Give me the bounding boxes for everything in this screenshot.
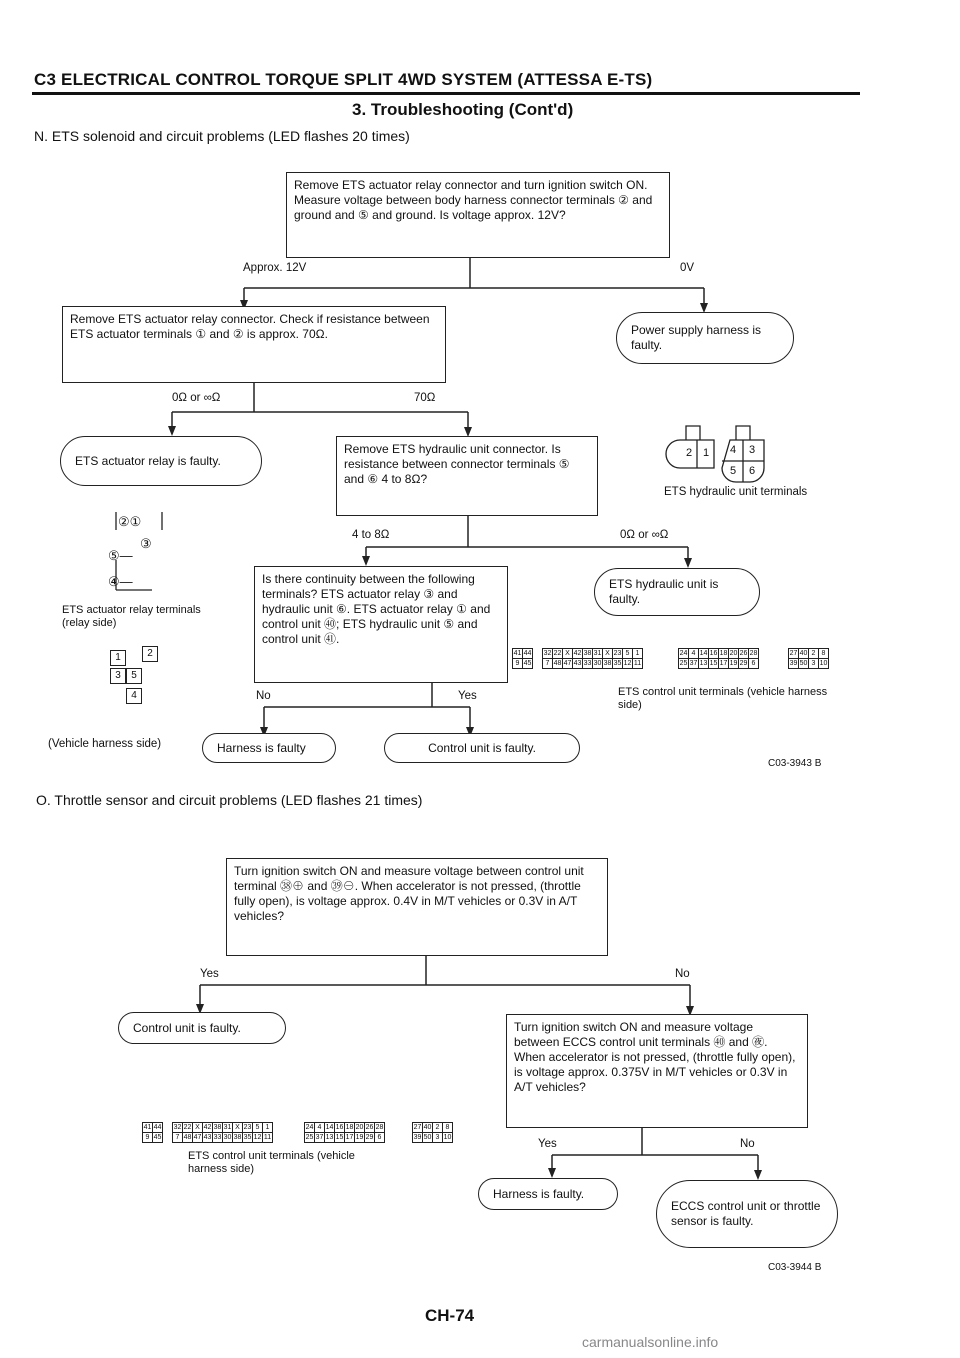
connector-pin: 33	[213, 1134, 222, 1141]
connector-pin: 26	[365, 1124, 374, 1131]
hyd-terminal-2: 2	[686, 447, 693, 459]
o-step2-text: Turn ignition switch ON and measure voltage between ECCS control unit terminals ㊵ and ㊰. When accelerator is not pressed, (throttle fully open), is voltage approx. 0.375V in M/T vehicles or 0.3V in A/T vehicles?	[514, 1020, 796, 1094]
o-harness-faulty-result	[478, 1178, 618, 1210]
connector-pin: 8	[443, 1123, 453, 1133]
n-0-or-inf-label: 0Ω or ∞Ω	[172, 392, 221, 404]
connector-pin: 24	[305, 1124, 314, 1131]
connector-pin: 27	[413, 1124, 422, 1131]
connector-pin: 9	[513, 659, 523, 669]
o-figure-code: C03-3944 B	[768, 1262, 822, 1273]
connector-block-2	[172, 1122, 273, 1143]
connector-pin: 35	[613, 660, 622, 667]
connector-pin: X	[233, 1123, 243, 1133]
connector-pin: 20	[729, 650, 738, 657]
o-eccs-faulty-text: ECCS control unit or throttle sensor is faulty.	[671, 1199, 821, 1228]
connector-pin: 41	[513, 650, 522, 657]
o-eccs-faulty-result	[656, 1180, 838, 1248]
o-harness-faulty-text: Harness is faulty.	[493, 1186, 585, 1201]
connector-pin: 25	[679, 660, 688, 667]
connector-pin: 26	[739, 650, 748, 657]
n-step3-box	[336, 436, 598, 516]
n-step2-text: Remove ETS actuator relay connector. Check if resistance between ETS actuator terminals ① and ② is approx. 70Ω.	[70, 312, 430, 341]
connector-pin: 12	[623, 660, 632, 667]
connector-pin: 16	[335, 1124, 344, 1131]
connector-pin: 45	[153, 1134, 162, 1141]
connector-pin: 37	[689, 660, 698, 667]
connector-block-1	[512, 648, 533, 669]
section-o-title: O. Throttle sensor and circuit problems (LED flashes 21 times)	[36, 792, 423, 808]
connector-pin: 38	[583, 650, 592, 657]
connector-pin: 39	[413, 1134, 422, 1141]
connector-pin: 32	[173, 1124, 182, 1131]
n-70-label: 70Ω	[414, 392, 436, 404]
connector-block-1	[142, 1122, 163, 1143]
relay-terminals-label	[62, 604, 212, 630]
o-step1-box	[226, 858, 608, 956]
connector-pin: X	[563, 649, 573, 659]
connector-pin: 14	[325, 1124, 334, 1131]
connector-pin: 24	[679, 650, 688, 657]
connector-pin: 44	[153, 1124, 162, 1131]
connector-pin: 13	[699, 660, 708, 667]
connector-pin: 33	[583, 660, 592, 667]
relay-terminal-symbols-2: ③	[140, 536, 152, 551]
hyd-terminal-4: 4	[730, 444, 737, 456]
connector-pin: 3	[809, 659, 819, 669]
connector-pin: 50	[799, 660, 808, 667]
n-0-or-inf2-label: 0Ω or ∞Ω	[620, 529, 669, 541]
connector-pin: 9	[143, 1133, 153, 1143]
connector-pin: 5	[623, 649, 633, 659]
connector-pin: 22	[183, 1124, 192, 1131]
harness-terminal-3: 3	[110, 668, 126, 684]
n-vehicle-harness-label: (Vehicle harness side)	[48, 738, 162, 750]
connector-pin: 31	[223, 1124, 232, 1131]
connector-pin: 28	[375, 1124, 384, 1131]
connector-pin: 42	[573, 650, 582, 657]
connector-pin: X	[193, 1123, 203, 1133]
hyd-terminals-label: ETS hydraulic unit terminals	[664, 486, 808, 498]
n-no-label: No	[256, 690, 271, 702]
page-number: CH-74	[425, 1306, 475, 1325]
connector-pin: 18	[345, 1124, 354, 1131]
connector-pin: 12	[253, 1134, 262, 1141]
n-step4-box	[254, 566, 508, 683]
hyd-terminal-5: 5	[730, 465, 737, 477]
n-control-faulty-text: Control unit is faulty.	[428, 740, 536, 755]
connector-pin: 7	[543, 659, 553, 669]
connector-pin: 37	[315, 1134, 324, 1141]
connector-pin: 42	[203, 1124, 212, 1131]
connector-pin: 19	[355, 1134, 364, 1141]
o-no2-label: No	[740, 1138, 755, 1150]
connector-pin: 31	[593, 650, 602, 657]
connector-pin: 19	[729, 660, 738, 667]
n-control-faulty-result	[384, 733, 580, 763]
n-hyd-faulty-text: ETS hydraulic unit is faulty.	[609, 577, 719, 606]
relay-terminal-symbols-3: ⑤—	[108, 548, 133, 563]
connector-pin: 11	[633, 660, 642, 667]
connector-pin: 7	[173, 1133, 183, 1143]
connector-block-4	[412, 1122, 453, 1143]
o-control-faulty-result	[118, 1012, 286, 1044]
connector-pin: 48	[553, 660, 562, 667]
o-step1-text: Turn ignition switch ON and measure voltage between control unit terminal ㊳⊕ and ㊴⊖. When accelerator is not pressed, (throttle fully open), is voltage approx. 0.4V in M/T vehicles or 0.3V in A/T vehicles?	[234, 864, 584, 923]
connector-pin: 18	[719, 650, 728, 657]
connector-pin: X	[603, 649, 613, 659]
connector-pin: 6	[749, 659, 759, 669]
n-harness-faulty-text: Harness is faulty	[217, 740, 306, 755]
connector-pin: 40	[799, 650, 808, 657]
n-0v-label: 0V	[680, 262, 695, 274]
harness-terminal-1: 1	[110, 650, 126, 666]
connector-pin: 25	[305, 1134, 314, 1141]
n-figure-code: C03-3943 B	[768, 758, 822, 769]
n-harness-faulty-result	[202, 733, 336, 763]
n-step4-text: Is there continuity between the following terminals? ETS actuator relay ③ and hydraulic unit ⑥. ETS actuator relay ① and control unit ㊵; ETS hydraulic unit ⑤ and control unit ㊶.	[262, 572, 491, 646]
connector-pin: 27	[789, 650, 798, 657]
connector-pin: 44	[523, 650, 532, 657]
o-control-unit-terminals-label-text: ETS control unit terminals (vehicle harness side)	[188, 1150, 355, 1175]
n-control-unit-terminals-label-text: ETS control unit terminals (vehicle harness side)	[618, 686, 828, 711]
relay-terminals-label-text: ETS actuator relay terminals (relay side)	[62, 604, 201, 629]
n-relay-faulty-result	[60, 436, 262, 486]
o-step2-box	[506, 1014, 808, 1128]
hyd-terminal-1: 1	[703, 447, 710, 459]
page-header-title: C3 ELECTRICAL CONTROL TORQUE SPLIT 4WD SYSTEM (ATTESSA E-TS)	[34, 70, 653, 89]
connector-pin: 2	[433, 1123, 443, 1133]
section-n-title: N. ETS solenoid and circuit problems (LED flashes 20 times)	[34, 128, 410, 144]
n-step2-box	[62, 306, 446, 383]
page-subtitle: 3. Troubleshooting (Cont'd)	[352, 100, 574, 119]
connector-pin: 29	[739, 660, 748, 667]
connector-pin: 20	[355, 1124, 364, 1131]
connector-pin: 17	[719, 660, 728, 667]
o-control-unit-terminals-label	[188, 1150, 388, 1176]
connector-pin: 29	[365, 1134, 374, 1141]
connector-pin: 30	[593, 660, 602, 667]
connector-pin: 40	[423, 1124, 432, 1131]
connector-block-4	[788, 648, 829, 669]
connector-pin: 47	[193, 1134, 202, 1141]
connector-pin: 3	[433, 1133, 443, 1143]
connector-pin: 38	[213, 1124, 222, 1131]
relay-terminal-symbols-4: ④—	[108, 574, 133, 589]
connector-pin: 45	[523, 660, 532, 667]
n-control-unit-terminals-label	[618, 686, 838, 712]
connector-block-3	[678, 648, 759, 669]
connector-pin: 39	[789, 660, 798, 667]
harness-terminal-5: 5	[126, 668, 142, 684]
connector-pin: 23	[613, 650, 622, 657]
connector-pin: 10	[819, 660, 828, 667]
n-relay-faulty-text: ETS actuator relay is faulty.	[75, 453, 221, 468]
n-step3-text: Remove ETS hydraulic unit connector. Is resistance between connector terminals ⑤ and ⑥ 4 to 8Ω?	[344, 442, 570, 486]
connector-pin: 43	[203, 1134, 212, 1141]
connector-pin: 10	[443, 1134, 452, 1141]
connector-pin: 11	[263, 1134, 272, 1141]
n-approx12v-label: Approx. 12V	[243, 262, 307, 274]
connector-pin: 15	[709, 660, 718, 667]
n-step1-text: Remove ETS actuator relay connector and turn ignition switch ON. Measure voltage between body harness connector terminals ② and ground and ⑤ and ground. Is voltage approx. 12V?	[294, 178, 653, 222]
connector-pin: 14	[699, 650, 708, 657]
o-yes2-label: Yes	[538, 1138, 557, 1150]
o-control-unit-connectors	[142, 1108, 482, 1152]
n-step1-box	[286, 172, 670, 258]
connector-pin: 1	[633, 649, 643, 659]
n-hyd-faulty-result	[594, 568, 760, 616]
connector-pin: 38	[233, 1134, 242, 1141]
connector-pin: 13	[325, 1134, 334, 1141]
o-yes-label: Yes	[200, 968, 219, 980]
connector-block-3	[304, 1122, 385, 1143]
connector-pin: 43	[573, 660, 582, 667]
connector-pin: 23	[243, 1124, 252, 1131]
connector-pin: 1	[263, 1123, 273, 1133]
n-power-supply-text: Power supply harness is faulty.	[631, 323, 762, 352]
connector-pin: 4	[689, 649, 699, 659]
connector-pin: 47	[563, 660, 572, 667]
watermark: carmanualsonline.info	[582, 1334, 719, 1350]
connector-pin: 17	[345, 1134, 354, 1141]
harness-terminal-4: 4	[126, 688, 142, 704]
o-control-faulty-text: Control unit is faulty.	[133, 1020, 241, 1035]
connector-pin: 4	[315, 1123, 325, 1133]
connector-pin: 32	[543, 650, 552, 657]
connector-pin: 22	[553, 650, 562, 657]
n-power-supply-result	[616, 312, 794, 364]
connector-pin: 6	[375, 1133, 385, 1143]
n-4to8-label: 4 to 8Ω	[352, 529, 390, 541]
relay-terminal-symbols-1: ②①	[118, 514, 142, 529]
n-yes-label: Yes	[458, 690, 477, 702]
hyd-terminal-6: 6	[749, 465, 756, 477]
o-no-label: No	[675, 968, 690, 980]
connector-pin: 50	[423, 1134, 432, 1141]
connector-pin: 2	[809, 649, 819, 659]
connector-pin: 5	[253, 1123, 263, 1133]
connector-block-2	[542, 648, 643, 669]
connector-pin: 30	[223, 1134, 232, 1141]
hyd-terminal-3: 3	[749, 444, 756, 456]
connector-pin: 35	[243, 1134, 252, 1141]
harness-terminal-2: 2	[142, 646, 158, 662]
n-control-unit-connectors	[512, 634, 860, 678]
connector-pin: 48	[183, 1134, 192, 1141]
connector-pin: 8	[819, 649, 829, 659]
connector-pin: 16	[709, 650, 718, 657]
connector-pin: 15	[335, 1134, 344, 1141]
connector-pin: 38	[603, 660, 612, 667]
connector-pin: 41	[143, 1124, 152, 1131]
connector-pin: 28	[749, 650, 758, 657]
